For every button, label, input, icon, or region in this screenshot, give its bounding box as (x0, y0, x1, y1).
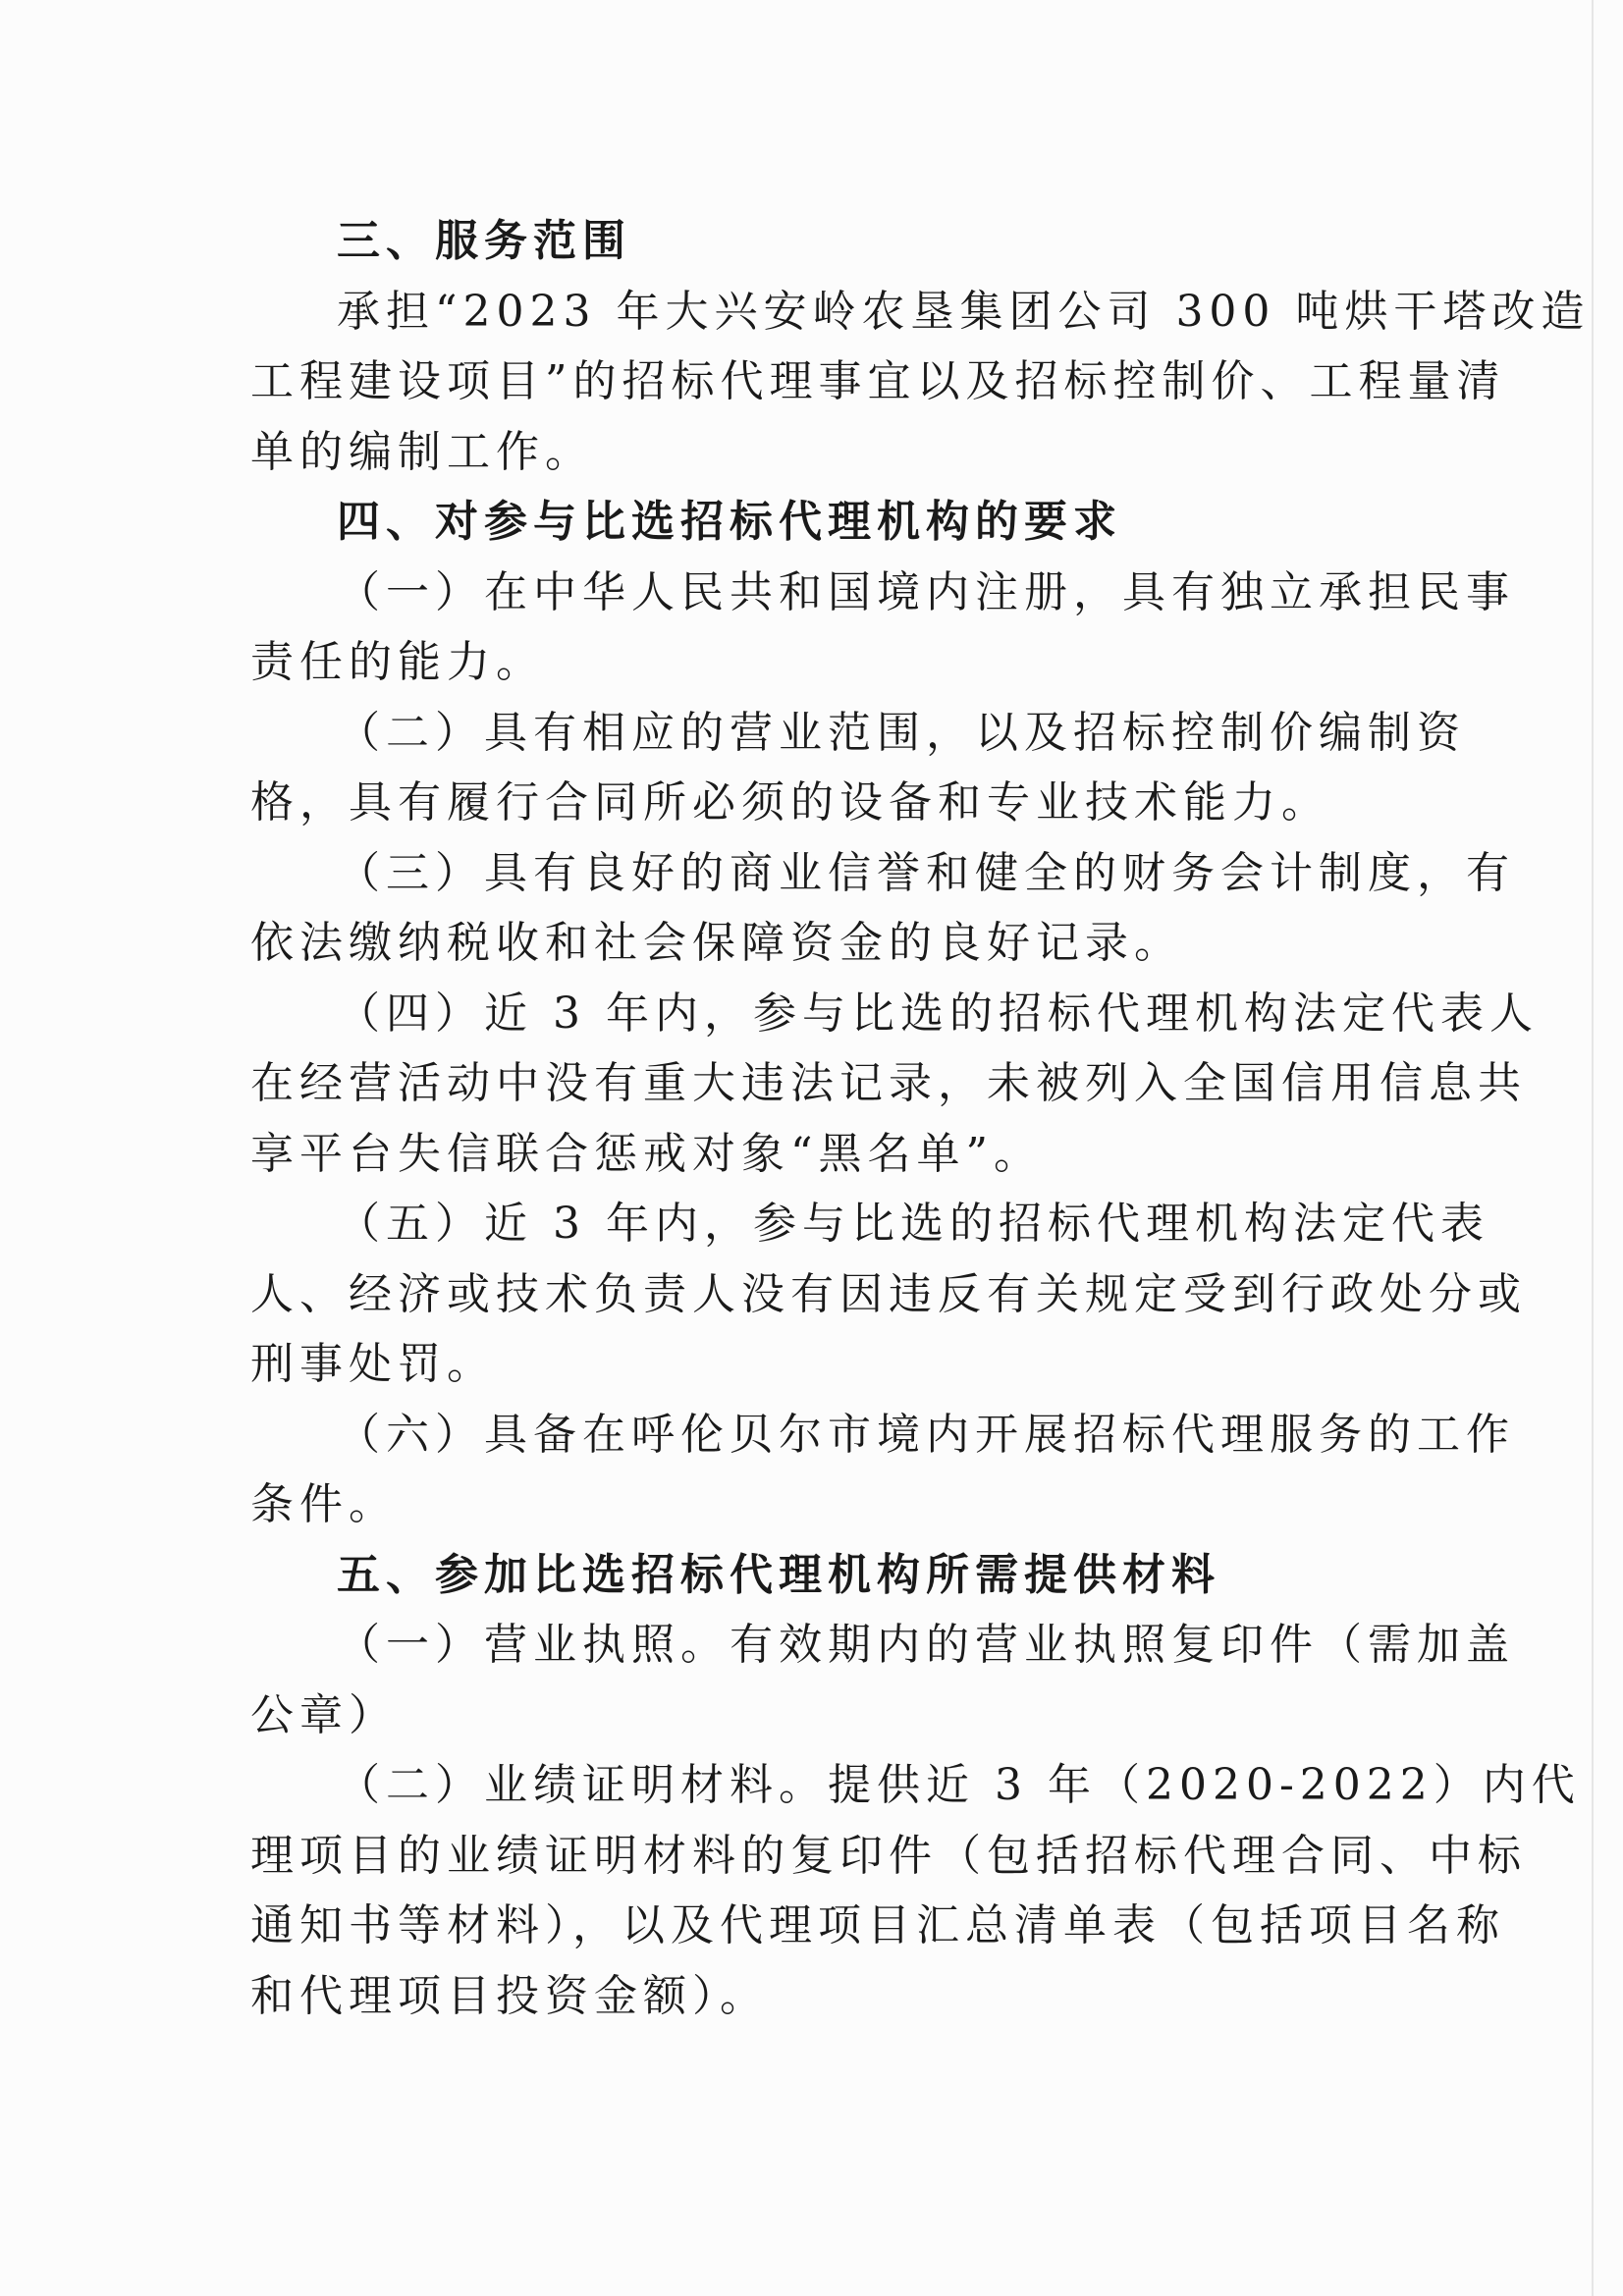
paragraph-line: 责任的能力。 (250, 637, 545, 687)
paragraph-line: 通知书等材料），以及代理项目汇总清单表（包括项目名称 (250, 1900, 1505, 1950)
paragraph-line: 刑事处罚。 (250, 1339, 496, 1389)
paragraph-first-line: （一）在中华人民共和国境内注册，具有独立承担民事 (337, 566, 1515, 617)
paragraph-line: 依法缴纳税收和社会保障资金的良好记录。 (250, 918, 1183, 968)
paragraph-first-line: （三）具有良好的商业信誉和健全的财务会计制度，有 (337, 847, 1515, 898)
section-heading: 四、对参与比选招标代理机构的要求 (337, 497, 1122, 547)
paragraph-line: 享平台失信联合惩戒对象“黑名单”。 (250, 1128, 1043, 1179)
paragraph-line: 工程建设项目”的招标代理事宜以及招标控制价、工程量清 (250, 356, 1506, 406)
section-heading: 五、参加比选招标代理机构所需提供材料 (337, 1549, 1220, 1600)
paragraph-first-line: （五）近 3 年内，参与比选的招标代理机构法定代表 (337, 1199, 1489, 1249)
paragraph-line: 条件。 (250, 1479, 398, 1529)
section-heading: 三、服务范围 (337, 216, 631, 266)
paragraph-line: 单的编制工作。 (250, 426, 594, 477)
paragraph-line: 和代理项目投资金额）。 (250, 1970, 769, 2021)
paragraph-first-line: （二）具有相应的营业范围，以及招标控制价编制资 (337, 707, 1466, 758)
paragraph-first-line: （六）具备在呼伦贝尔市境内开展招标代理服务的工作 (337, 1409, 1515, 1460)
paragraph-line: 人、经济或技术负责人没有因违反有关规定受到行政处分或 (250, 1268, 1527, 1319)
paragraph-first-line: （一）营业执照。有效期内的营业执照复印件（需加盖 (337, 1620, 1515, 1670)
paragraph-line: 格，具有履行合同所必须的设备和专业技术能力。 (250, 777, 1330, 828)
paragraph-first-line: （二）业绩证明材料。提供近 3 年（2020-2022）内代 (337, 1760, 1581, 1810)
page-edge-shadow (1592, 0, 1594, 2296)
paragraph-line: 公章） (250, 1689, 398, 1740)
document-body (250, 206, 1591, 2031)
paragraph-first-line: 承担“2023 年大兴安岭农垦集团公司 300 吨烘干塔改造 (337, 286, 1591, 337)
paragraph-line: 在经营活动中没有重大违法记录，未被列入全国信用信息共 (250, 1058, 1527, 1108)
paragraph-first-line: （四）近 3 年内，参与比选的招标代理机构法定代表人 (337, 988, 1539, 1039)
paragraph-line: 理项目的业绩证明材料的复印件（包括招标代理合同、中标 (250, 1830, 1527, 1881)
